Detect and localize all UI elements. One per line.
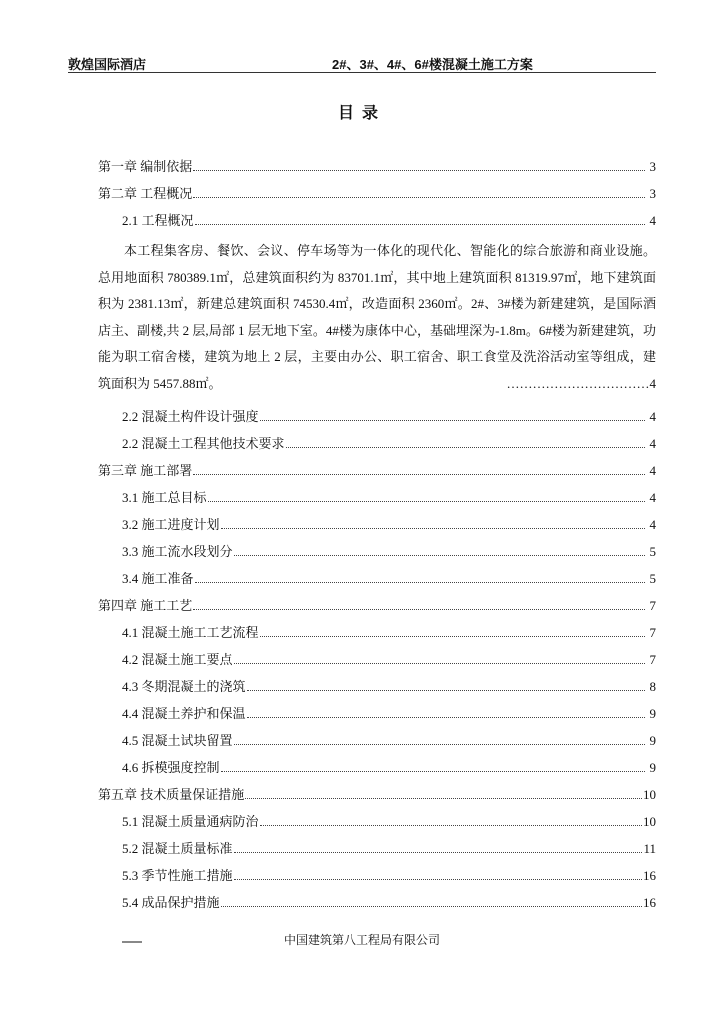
toc-entry-page: 5 — [649, 544, 656, 559]
toc-entry-page: 9 — [649, 760, 656, 775]
toc-entry[interactable] — [122, 624, 656, 642]
toc-entry-page: 16 — [643, 868, 656, 883]
page-footer: 中国建筑第八工程局有限公司 — [283, 933, 440, 947]
overview-text: 本工程集客房、餐饮、会议、停车场等为一体化的现代化、智能化的综合旅游和商业设施。总用地面积 780389.1㎡，总建筑面积约为 83701.1㎡，其中地上建筑面积 81319.97㎡，地下建筑面积为 2381.13㎡，新建总建筑面积 74530.4㎡，改造面积 2360㎡。2#、3#楼为新建建筑，是国际酒店主、副楼,共 2 层,局部 1 层无地下室。4#楼为康体中心，基础埋深为-1.8m。6#楼为新建建筑，功能为职工宿舍楼，建筑为地上 2 层，主要由办公、职工宿舍、职工食堂及洗浴活动室等组成，建筑面积为 5457.88㎡。 — [98, 243, 656, 391]
toc-entry[interactable] — [122, 867, 656, 885]
toc-entry[interactable] — [122, 212, 656, 230]
toc-entry-label: 2.2 混凝土构件设计强度 — [122, 409, 259, 424]
toc-entry-label: 5.3 季节性施工措施 — [122, 868, 233, 883]
toc-entry[interactable] — [122, 570, 656, 588]
toc-entry-label: 4.3 冬期混凝土的浇筑 — [122, 679, 246, 694]
toc-entry[interactable] — [122, 651, 656, 669]
toc-entry[interactable] — [122, 543, 656, 561]
toc-entry[interactable] — [122, 705, 656, 723]
toc-entry-page: 3 — [649, 159, 656, 174]
toc-entry-page: 7 — [649, 598, 656, 613]
toc-entry-page: 9 — [649, 733, 656, 748]
toc-entry[interactable] — [122, 894, 656, 912]
toc-entry-label: 第三章 施工部署 — [98, 463, 193, 478]
header-document-title: 2#、3#、4#、6#楼混凝土施工方案 — [332, 57, 533, 72]
toc-entry[interactable] — [122, 435, 656, 453]
toc-entry-label: 3.2 施工进度计划 — [122, 517, 220, 532]
toc-entry[interactable] — [98, 158, 656, 176]
toc-entry-label: 5.4 成品保护措施 — [122, 895, 220, 910]
toc-entry-label: 第一章 编制依据 — [98, 159, 193, 174]
toc-entry-label: 4.5 混凝土试块留置 — [122, 733, 233, 748]
toc-entry[interactable] — [122, 516, 656, 534]
header-hotel-name: 敦煌国际酒店 — [68, 57, 147, 72]
toc-entry-label: 3.3 施工流水段划分 — [122, 544, 233, 559]
toc-entry[interactable] — [98, 462, 656, 480]
toc-entry-label: 4.1 混凝土施工工艺流程 — [122, 625, 259, 640]
toc-entry-page: 4 — [649, 409, 656, 424]
toc-entry[interactable] — [98, 185, 656, 203]
overview-paragraph: 本工程集客房、餐饮、会议、停车场等为一体化的现代化、智能化的综合旅游和商业设施。总用地面积 780389.1㎡，总建筑面积约为 83701.1㎡，其中地上建筑面积 81319.97㎡，地下建筑面积为 2381.13㎡，新建总建筑面积 74530.4㎡，改造面积 2360㎡。2#、3#楼为新建建筑，是国际酒店主、副楼,共 2 层,局部 1 层无地下室。4#楼为康体中心，基础埋深为-1.8m。6#楼为新建建筑，功能为职工宿舍楼，建筑为地上 2 层，主要由办公、职工宿舍、职工食堂及洗浴活动室等组成，建筑面积为 5457.88㎡。 ……………………………4 — [98, 243, 656, 391]
toc-entry-label: 3.1 施工总目标 — [122, 490, 207, 505]
toc-entry-label: 第四章 施工工艺 — [98, 598, 193, 613]
toc-entry-label: 第五章 技术质量保证措施 — [98, 787, 245, 802]
page-header — [68, 54, 656, 73]
toc-entry[interactable] — [122, 678, 656, 696]
toc-entry[interactable] — [122, 408, 656, 426]
toc-entry[interactable] — [122, 489, 656, 507]
toc-entry-page: 4 — [649, 213, 656, 228]
toc-entry-label: 5.1 混凝土质量通病防治 — [122, 814, 259, 829]
toc-entry-page: 4 — [649, 490, 656, 505]
toc-entry-page: 11 — [643, 841, 656, 856]
toc-entry-page: 4 — [649, 517, 656, 532]
toc-entry[interactable] — [122, 732, 656, 750]
toc-entry-page: 16 — [643, 895, 656, 910]
toc-entry-page: 5 — [649, 571, 656, 586]
toc-entry-page: 4 — [649, 463, 656, 478]
toc-entry-label: 2.2 混凝土工程其他技术要求 — [122, 436, 285, 451]
toc-entry-page: 10 — [643, 814, 656, 829]
toc-entry-page: 8 — [649, 679, 656, 694]
toc-entry-label: 第二章 工程概况 — [98, 186, 193, 201]
toc-entry[interactable] — [98, 786, 656, 804]
toc-entry-page: 7 — [649, 625, 656, 640]
toc-entry[interactable] — [122, 840, 656, 858]
toc-entry-page: 4 — [649, 436, 656, 451]
toc-entry-label: 4.6 拆模强度控制 — [122, 760, 220, 775]
toc-entry-page: 7 — [649, 652, 656, 667]
toc-entry-page: 10 — [643, 787, 656, 802]
toc-entry-label: 2.1 工程概况 — [122, 213, 194, 228]
toc-entry-label: 4.2 混凝土施工要点 — [122, 652, 233, 667]
toc-entry-label: 3.4 施工准备 — [122, 571, 194, 586]
toc-entry-label: 5.2 混凝土质量标准 — [122, 841, 233, 856]
toc-entry-page: 9 — [649, 706, 656, 721]
toc-entry[interactable] — [98, 597, 656, 615]
toc-entry[interactable] — [122, 813, 656, 831]
toc-title: 目录 — [337, 103, 386, 122]
toc-entry-page: 3 — [649, 186, 656, 201]
toc-entry[interactable] — [122, 759, 656, 777]
overview-page: 4 — [649, 375, 656, 391]
toc-entry-label: 4.4 混凝土养护和保温 — [122, 706, 246, 721]
